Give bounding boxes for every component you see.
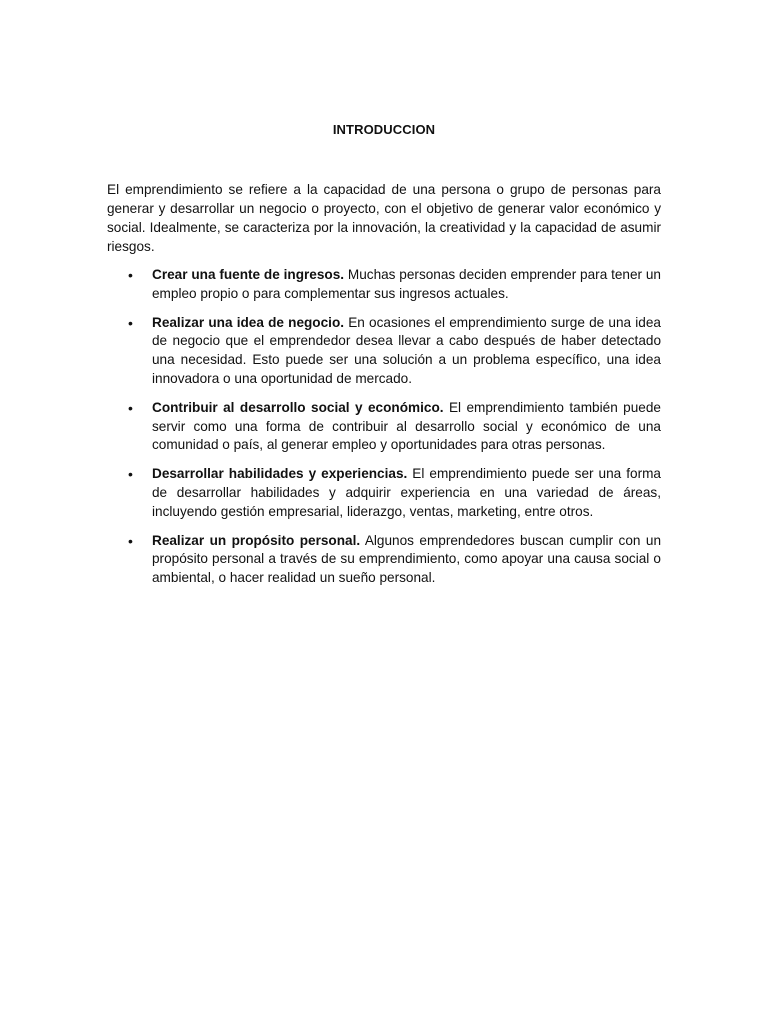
list-item <box>107 465 661 521</box>
bullet-lead-text: Realizar una idea de negocio. <box>152 314 345 330</box>
bullet-body-text: En ocasiones el emprendimiento surge de una idea de negocio que el emprendedor desea llevar a cabo después de haber detectado una necesidad. Esto puede ser una solución a un problema específico, una idea innovadora o una oportunidad de mercado. <box>152 314 661 386</box>
list-item <box>107 399 661 455</box>
list-item <box>107 266 661 304</box>
intro-paragraph: El emprendimiento se refiere a la capacidad de una persona o grupo de personas para generar y desarrollar un negocio o proyecto, con el objetivo de generar valor económico y social. Idealmente, se caracteriza por la innovación, la creatividad y la capacidad de asumir riesgos. <box>107 182 661 254</box>
bullet-icon: • <box>128 466 133 483</box>
bullet-lead-text: Crear una fuente de ingresos. <box>152 267 345 282</box>
list-item <box>107 314 661 389</box>
bullet-icon: • <box>128 314 133 331</box>
bullet-icon: • <box>128 399 133 416</box>
bullet-body-text: El emprendimiento también puede servir como una forma de contribuir al desarrollo social y económico de una comunidad o país, al generar empleo y oportunidades para otras personas. <box>152 399 661 453</box>
bullet-body-text: Algunos emprendedores buscan cumplir con un propósito personal a través de su emprendimiento, como apoyar una causa social o ambiental, o hacer realidad un sueño personal. <box>152 532 662 586</box>
bullet-icon: • <box>128 267 133 283</box>
bullet-lead-text: Contribuir al desarrollo social y económico. <box>152 399 444 415</box>
bullet-icon: • <box>128 532 133 549</box>
list-item <box>107 532 661 588</box>
bullet-body-text: El emprendimiento puede ser una forma de desarrollar habilidades y adquirir experiencia en una variedad de áreas, incluyendo gestión empresarial, liderazgo, ventas, marketing, entre otros. <box>152 466 661 519</box>
page-title: INTRODUCCION <box>332 122 436 137</box>
bullet-lead-text: Realizar un propósito personal. <box>152 532 361 548</box>
bullet-body-text: Muchas personas deciden emprender para tener un empleo propio o para complementar sus ingresos actuales. <box>152 267 661 301</box>
bullet-lead-text: Desarrollar habilidades y experiencias. <box>152 466 408 482</box>
bullet-list <box>107 266 661 598</box>
